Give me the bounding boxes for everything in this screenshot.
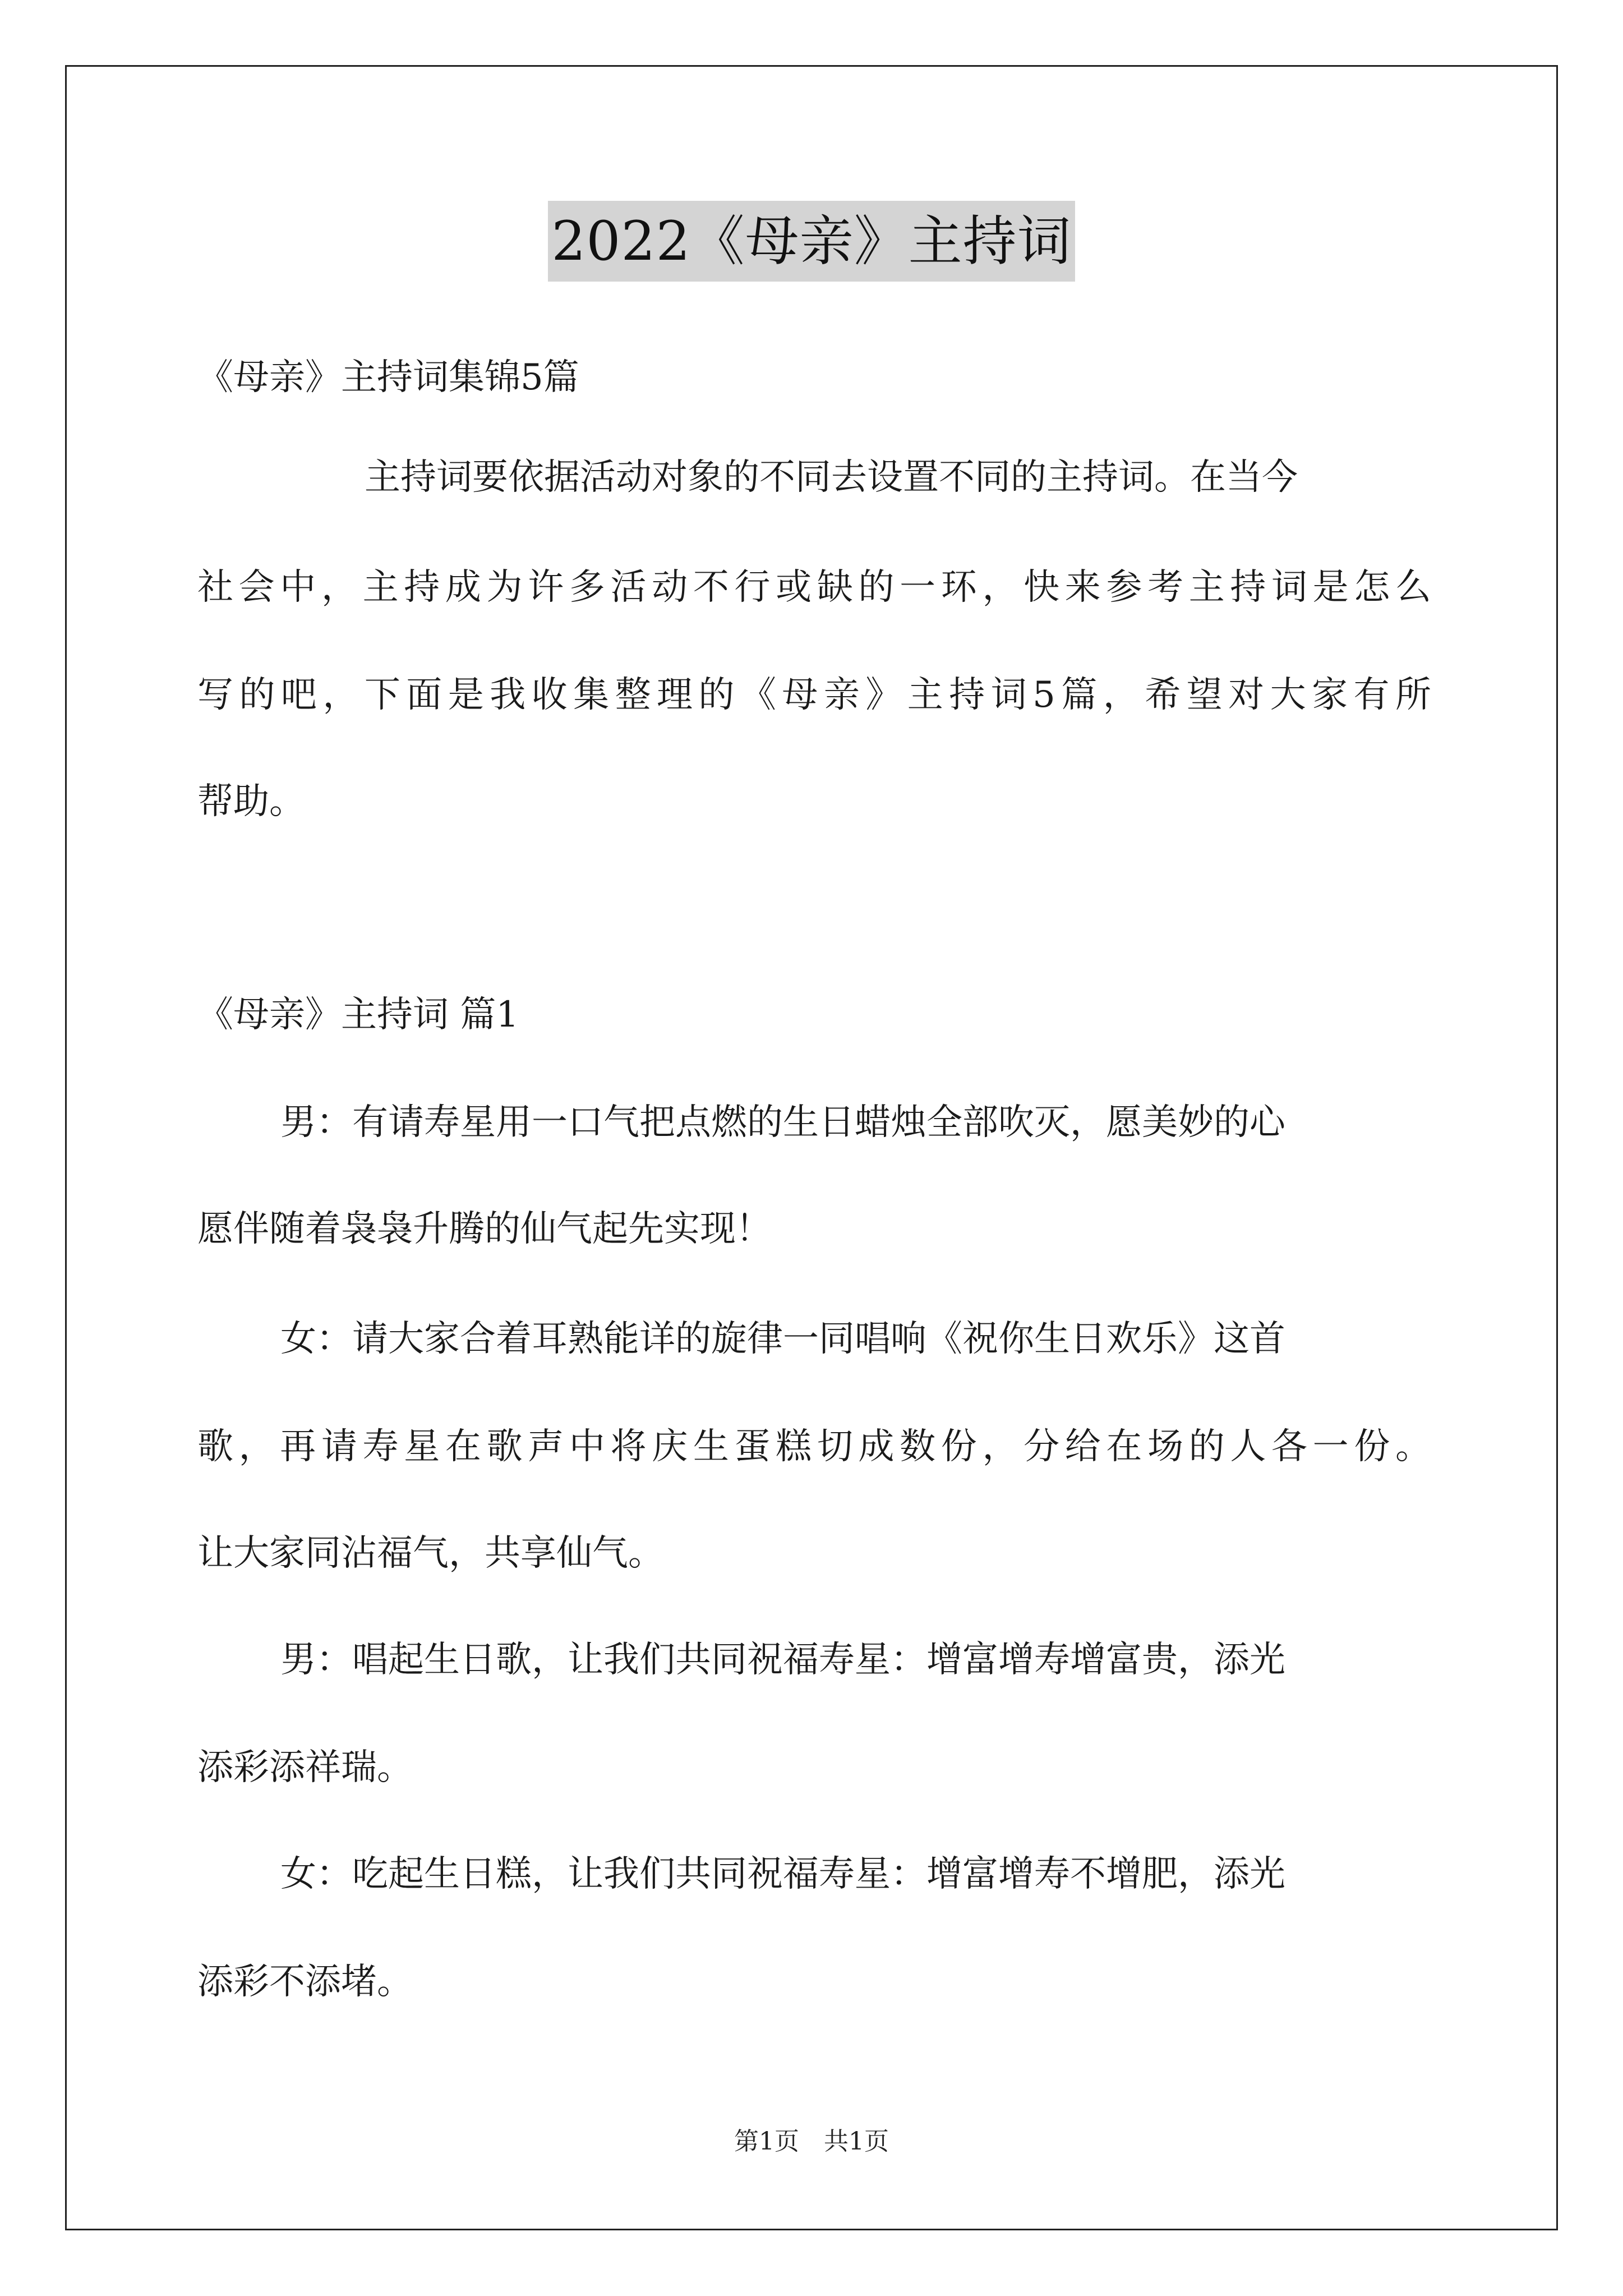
paragraph-1-line-1: 男：有请寿星用一口气把点燃的生日蜡烛全部吹灭，愿美妙的心 [280,1102,1285,1143]
paragraph-3-line-2: 添彩添祥瑞。 [197,1747,413,1788]
paragraph-2-line-2: 歌，再请寿星在歌声中将庆生蛋糕切成数份，分给在场的人各一份。 [197,1426,1431,1467]
paragraph-1-line-2: 愿伴随着袅袅升腾的仙气起先实现！ [197,1208,772,1250]
document-title: 2022《母亲》主持词 [548,201,1075,282]
paragraph-4-line-1: 女：吃起生日糕，让我们共同祝福寿星：增富增寿不增肥，添光 [280,1853,1285,1895]
paragraph-2-line-1: 女：请大家合着耳熟能详的旋律一同唱响《祝你生日欢乐》这首 [280,1318,1285,1360]
paragraph-2-line-3: 让大家同沾福气，共享仙气。 [197,1533,664,1574]
intro-line-2: 社会中，主持成为许多活动不行或缺的一环，快来参考主持词是怎么 [197,567,1431,608]
title-container [0,201,1623,282]
intro-line-1: 主持词要依据活动对象的不同去设置不同的主持词。在当今 [365,457,1298,498]
page-footer: 第1页 共1页 [734,2127,889,2156]
document-subtitle: 《母亲》主持词集锦5篇 [197,357,579,398]
paragraph-4-line-2: 添彩不添堵。 [197,1961,413,2003]
paragraph-3-line-1: 男：唱起生日歌，让我们共同祝福寿星：增富增寿增富贵，添光 [280,1639,1285,1681]
section-heading: 《母亲》主持词 篇1 [197,994,519,1036]
intro-line-4: 帮助。 [197,781,305,822]
intro-line-3: 写的吧，下面是我收集整理的《母亲》主持词5篇，希望对大家有所 [197,674,1431,716]
